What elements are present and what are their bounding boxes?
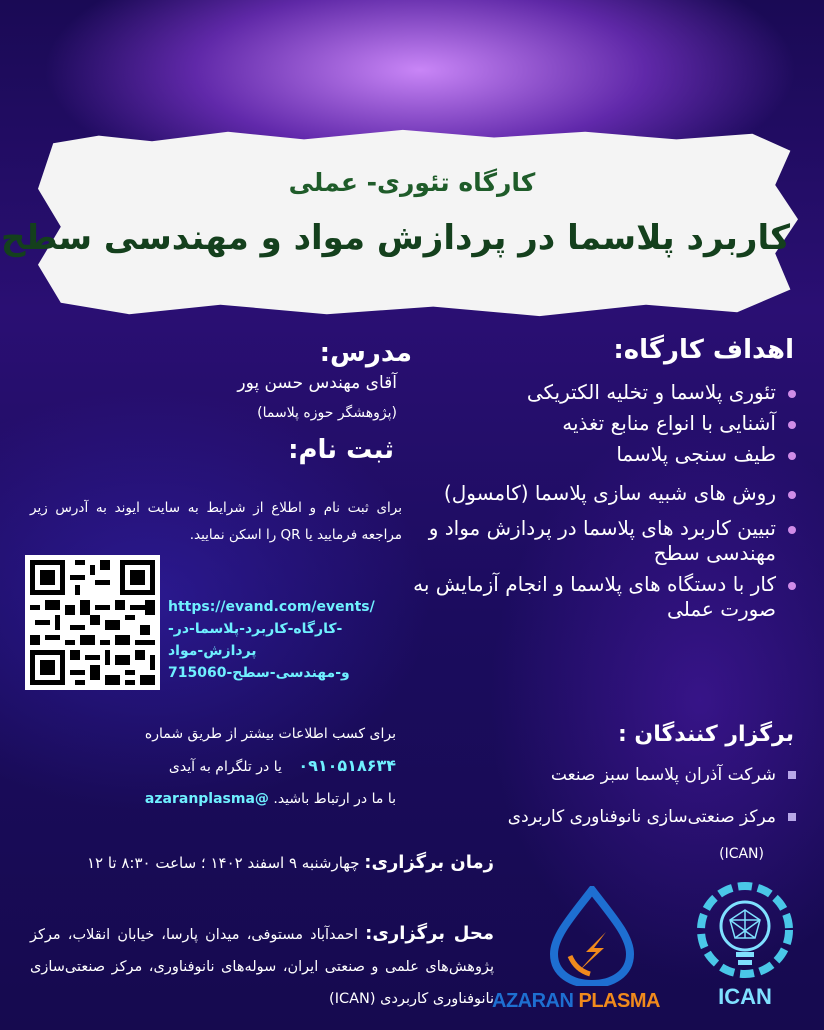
plasma-word: PLASMA xyxy=(578,990,660,1012)
azaran-plasma-logo xyxy=(492,886,697,1016)
contact-line2-text: یا در تلگرام به آیدی xyxy=(168,759,282,775)
azaran-word: AZARAN xyxy=(492,990,574,1012)
organizers-list xyxy=(416,760,796,832)
time-value: چهارشنبه ۹ اسفند ۱۴۰۲ ؛ ساعت ۸:۳۰ تا ۱۲ xyxy=(86,854,360,872)
registration-link[interactable] xyxy=(168,596,398,684)
contact-info xyxy=(40,718,396,815)
phone-number[interactable]: ۰۹۱۰۵۱۸۶۳۴ xyxy=(298,756,396,775)
contact-line2 xyxy=(40,750,396,783)
workshop-title: کاربرد پلاسما در پردازش مواد و مهندسی سطح xyxy=(1,218,790,258)
instructor-role: (پژوهشگر حوزه پلاسما) xyxy=(257,405,397,421)
venue-value: احمدآباد مستوفی، میدان پارسا، خیابان انقلاب، مرکز پژوهش‌های علمی و صنعتی ایران، سوله‌های نانوفناوری، مرکز صنعتی‌سازی نانوفناوری کاربردی (ICAN) xyxy=(30,927,494,1007)
azaran-wordmark xyxy=(492,990,697,1013)
registration-heading: ثبت نام: xyxy=(288,435,394,465)
azaran-drop-icon xyxy=(492,886,697,986)
qr-code-image xyxy=(25,555,160,690)
goals-list xyxy=(396,380,796,628)
list-item: شرکت آذران پلاسما سبز صنعت xyxy=(416,760,796,790)
list-item: تبیین کاربرد های پلاسما در پردازش مواد و مهندسی سطح xyxy=(396,516,796,566)
link-line[interactable]: https://evand.com/events/ xyxy=(168,599,375,615)
ican-logo xyxy=(690,880,800,1020)
contact-line3 xyxy=(40,783,396,815)
event-time xyxy=(87,852,494,873)
telegram-id[interactable]: @azaranplasma xyxy=(144,791,269,807)
list-item: آشنایی با انواع منابع تغذیه xyxy=(396,411,796,436)
goals-heading: اهداف کارگاه: xyxy=(613,335,794,365)
workshop-subtitle: کارگاه تئوری- عملی xyxy=(288,168,536,197)
registration-text: برای ثبت نام و اطلاع از شرایط به سایت ایوند به آدرس زیر مراجعه فرمایید یا QR را اسکن نمایید. xyxy=(30,500,402,543)
organizers-heading: برگزار کنندگان : xyxy=(617,722,794,747)
lightbulb-gear-icon xyxy=(690,880,800,988)
list-item: کار با دستگاه های پلاسما و انجام آزمایش به صورت عملی xyxy=(396,572,796,622)
qr-code[interactable] xyxy=(25,555,160,690)
ican-label: (ICAN) xyxy=(719,846,764,862)
link-line[interactable]: -کارگاه-کاربرد-پلاسما-در-پردازش-مواد xyxy=(168,621,343,659)
link-line[interactable]: و-مهندسی-سطح-715060 xyxy=(168,665,350,681)
venue-label: محل برگزاری: xyxy=(365,923,494,944)
contact-line3-text: با ما در ارتباط باشید. xyxy=(273,791,396,807)
list-item: تئوری پلاسما و تخلیه الکتریکی xyxy=(396,380,796,405)
list-item: مرکز صنعتی‌سازی نانوفناوری کاربردی xyxy=(416,802,796,832)
ican-wordmark: ICAN xyxy=(718,984,772,1009)
list-item: روش های شبیه سازی پلاسما (کامسول) xyxy=(396,481,796,506)
list-item: طیف سنجی پلاسما xyxy=(396,442,796,467)
instructor-name: آقای مهندس حسن پور xyxy=(237,373,397,393)
event-venue xyxy=(30,918,494,1015)
instructor-heading: مدرس: xyxy=(319,338,412,368)
contact-line1: برای کسب اطلاعات بیشتر از طریق شماره xyxy=(144,726,396,742)
time-label: زمان برگزاری: xyxy=(364,852,494,873)
